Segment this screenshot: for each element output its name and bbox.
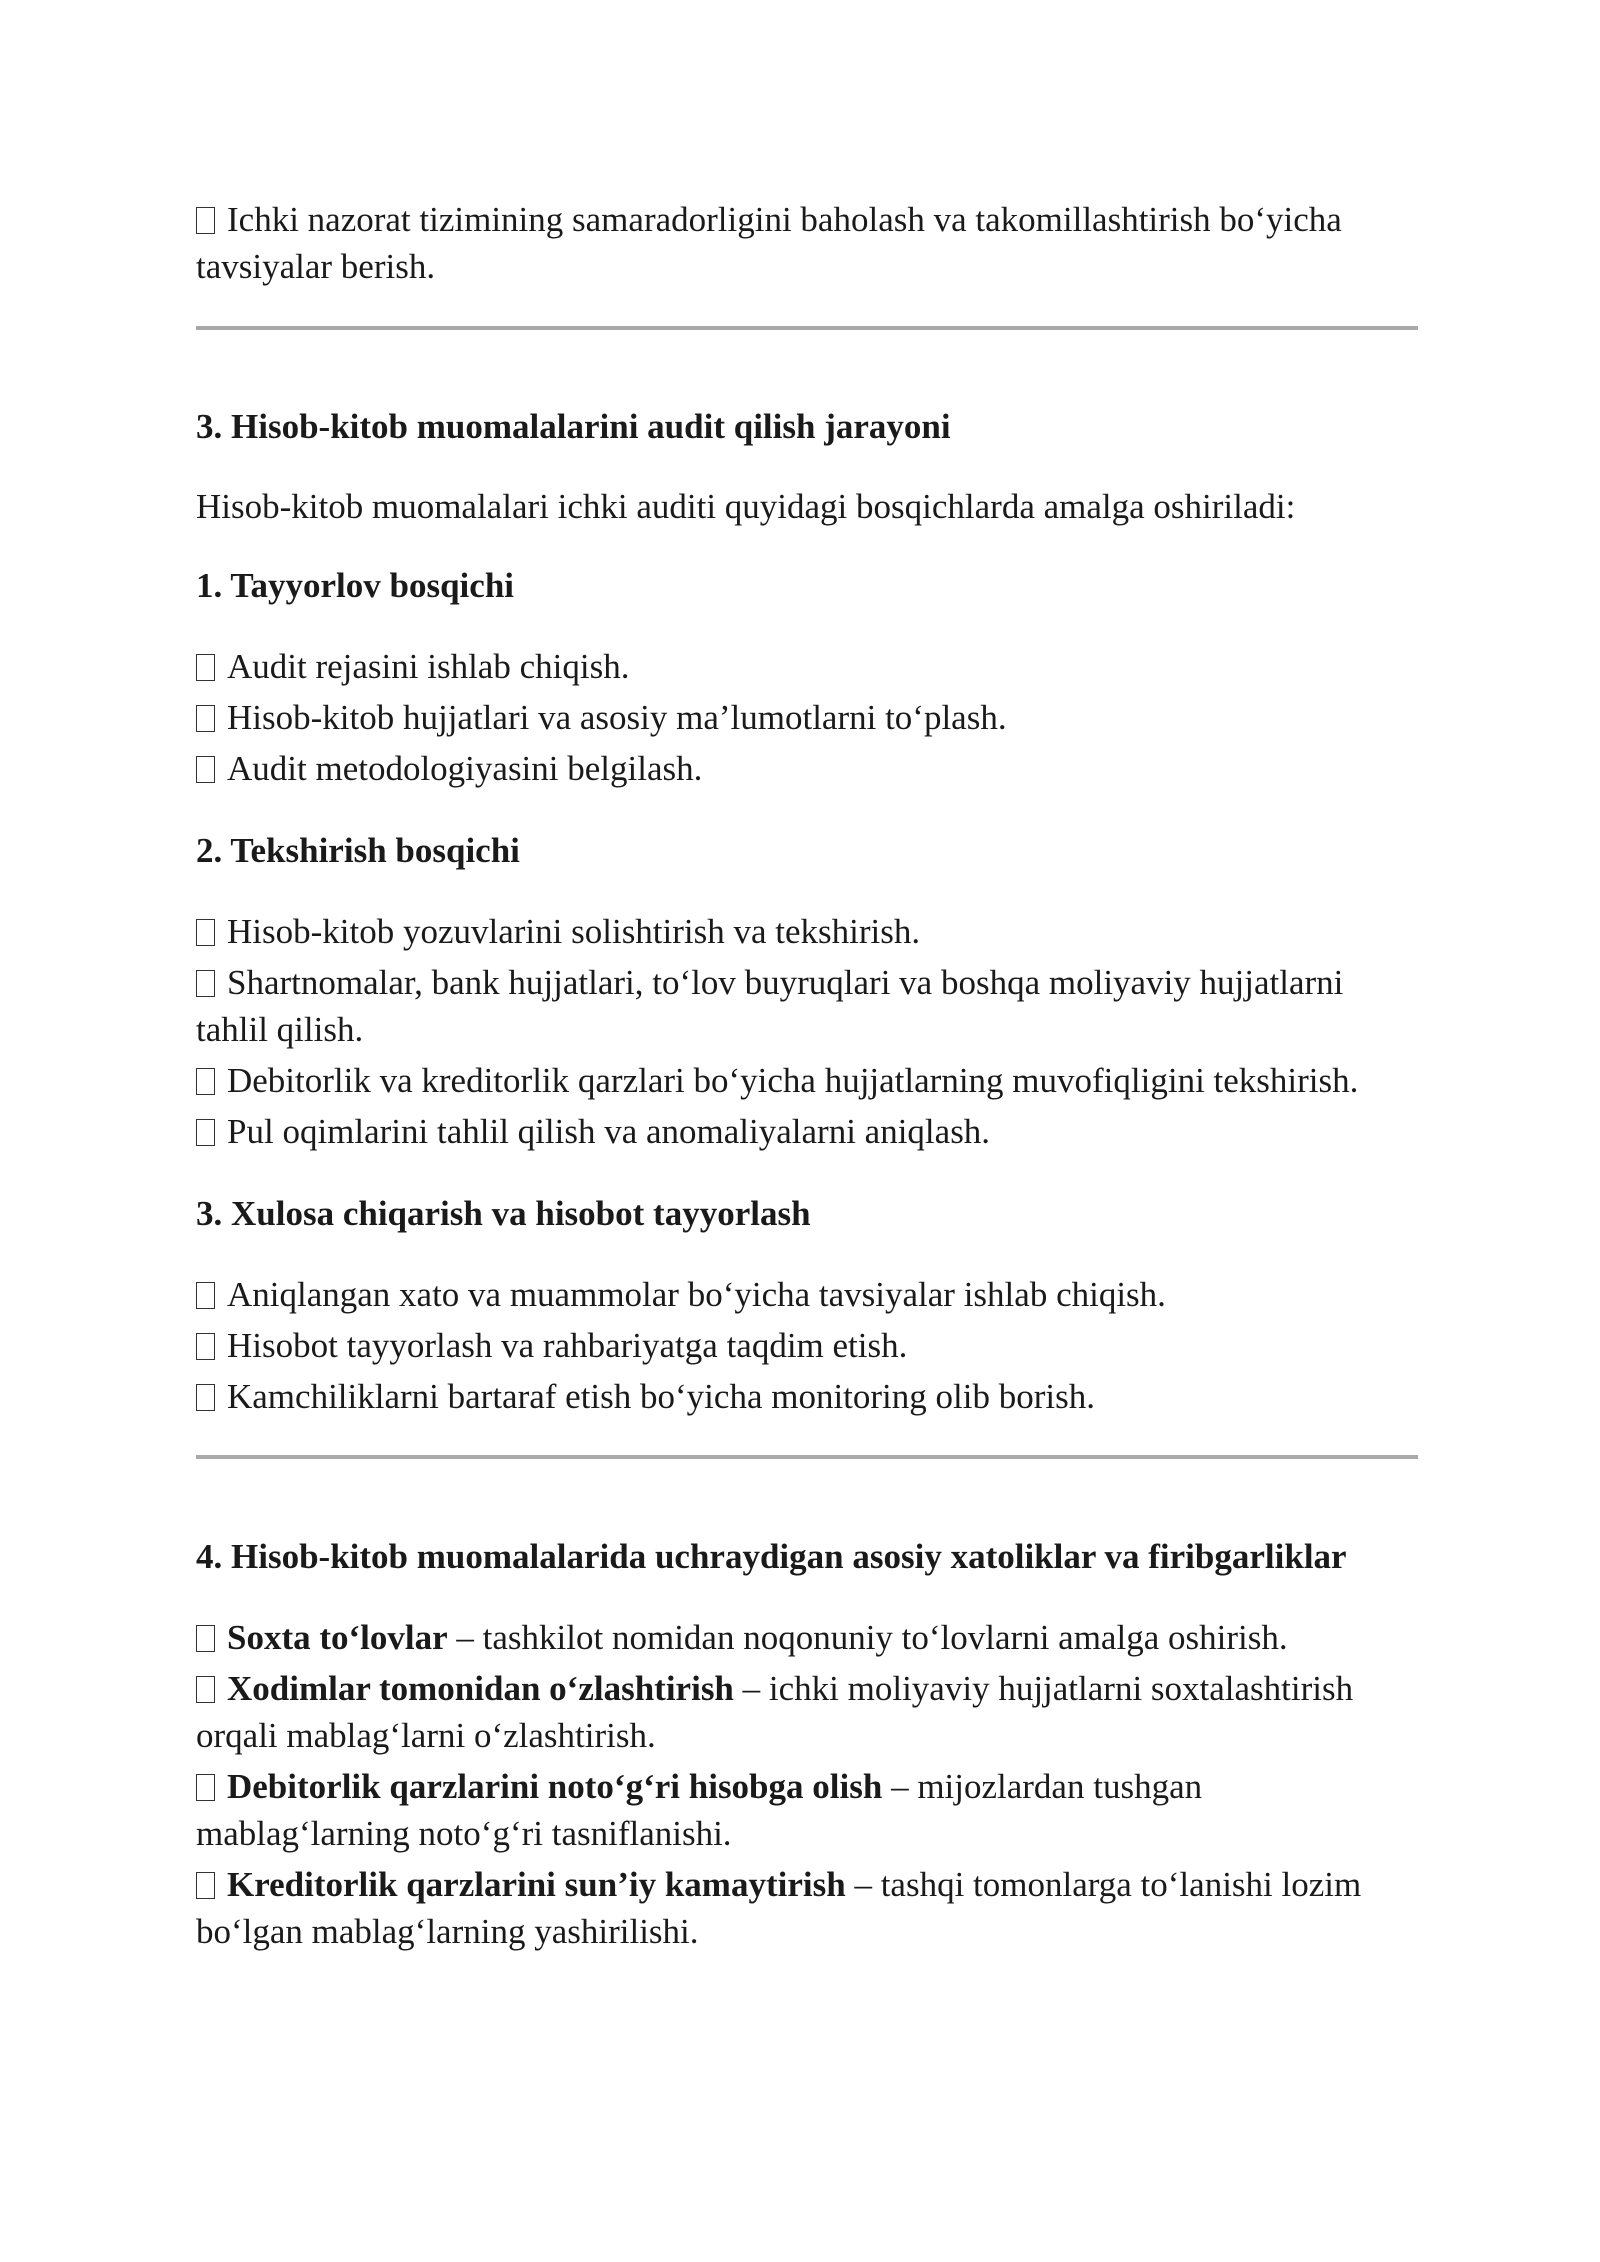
box-bullet-icon xyxy=(196,1333,215,1360)
list-item-description: – tashqi tomonlarga to‘lanishi lozim bo‘lgan mablag‘larning yashirilishi. xyxy=(196,1865,1362,1951)
box-bullet-icon xyxy=(196,1676,215,1703)
stage-2-list xyxy=(196,908,1418,1155)
list-item-term: Soxta to‘lovlar xyxy=(227,1618,448,1657)
list-item xyxy=(196,1861,1418,1955)
box-bullet-icon xyxy=(196,1119,215,1146)
stage-1-list xyxy=(196,643,1418,792)
horizontal-divider xyxy=(196,326,1418,330)
list-item-text: Hisob-kitob hujjatlari va asosiy ma’lumotlarni to‘plash. xyxy=(227,698,1007,737)
box-bullet-icon xyxy=(196,705,215,732)
stage-3-list xyxy=(196,1271,1418,1420)
box-bullet-icon xyxy=(196,207,215,234)
list-item-text: Shartnomalar, bank hujjatlari, to‘lov buyruqlari va boshqa moliyaviy hujjatlarni tahlil qilish. xyxy=(196,963,1344,1049)
list-item xyxy=(196,745,1418,792)
box-bullet-icon xyxy=(196,654,215,681)
errors-list xyxy=(196,1614,1418,1955)
section-heading: 4. Hisob-kitob muomalalarida uchraydigan asosiy xatoliklar va firibgarliklar xyxy=(196,1537,1347,1576)
section-intro-paragraph: Hisob-kitob muomalalari ichki auditi quyidagi bosqichlarda amalga oshiriladi: xyxy=(196,487,1296,526)
box-bullet-icon xyxy=(196,1384,215,1411)
list-item xyxy=(196,1322,1418,1369)
list-item-term: Kreditorlik qarzlarini sun’iy kamaytirish xyxy=(227,1865,846,1904)
document-page xyxy=(196,196,1418,1955)
section-heading: 3. Hisob-kitob muomalalarini audit qilish jarayoni xyxy=(196,407,951,446)
list-item-description: – tashkilot nomidan noqonuniy to‘lovlarni amalga oshirish. xyxy=(447,1618,1288,1657)
list-item-term: Debitorlik qarzlarini noto‘g‘ri hisobga olish xyxy=(227,1767,883,1806)
list-item xyxy=(196,1763,1418,1857)
list-item xyxy=(196,1057,1418,1104)
stage-heading: 3. Xulosa chiqarish va hisobot tayyorlash xyxy=(196,1194,811,1233)
box-bullet-icon xyxy=(196,970,215,997)
box-bullet-icon xyxy=(196,1872,215,1899)
list-item-text: Debitorlik va kreditorlik qarzlari bo‘yicha hujjatlarning muvofiqligini tekshirish. xyxy=(227,1061,1359,1100)
list-item xyxy=(196,694,1418,741)
stage-heading: 1. Tayyorlov bosqichi xyxy=(196,566,515,605)
list-item-text: Hisobot tayyorlash va rahbariyatga taqdim etish. xyxy=(227,1326,908,1365)
list-item-text: Audit metodologiyasini belgilash. xyxy=(227,749,703,788)
list-item xyxy=(196,959,1418,1053)
list-item xyxy=(196,908,1418,955)
list-item-text: Pul oqimlarini tahlil qilish va anomaliyalarni aniqlash. xyxy=(227,1112,991,1151)
list-item-text: Hisob-kitob yozuvlarini solishtirish va tekshirish. xyxy=(227,912,921,951)
list-item xyxy=(196,1665,1418,1759)
box-bullet-icon xyxy=(196,756,215,783)
list-item xyxy=(196,1271,1418,1318)
stage-heading: 2. Tekshirish bosqichi xyxy=(196,831,520,870)
box-bullet-icon xyxy=(196,1625,215,1652)
list-item xyxy=(196,1108,1418,1155)
box-bullet-icon xyxy=(196,919,215,946)
list-item-text: Ichki nazorat tizimining samaradorligini baholash va takomillashtirish bo‘yicha tavsiyalar berish. xyxy=(196,200,1342,286)
list-item xyxy=(196,196,1418,290)
list-item-term: Xodimlar tomonidan o‘zlashtirish xyxy=(227,1669,734,1708)
list-item xyxy=(196,1373,1418,1420)
box-bullet-icon xyxy=(196,1068,215,1095)
list-item-text: Kamchiliklarni bartaraf etish bo‘yicha monitoring olib borish. xyxy=(227,1377,1095,1416)
list-item-text: Aniqlangan xato va muammolar bo‘yicha tavsiyalar ishlab chiqish. xyxy=(227,1275,1166,1314)
list-item xyxy=(196,643,1418,690)
box-bullet-icon xyxy=(196,1282,215,1309)
horizontal-divider xyxy=(196,1455,1418,1459)
list-item-text: Audit rejasini ishlab chiqish. xyxy=(227,647,630,686)
box-bullet-icon xyxy=(196,1774,215,1801)
list-item xyxy=(196,1614,1418,1661)
list-item-description: – ichki moliyaviy hujjatlarni soxtalashtirish orqali mablag‘larni o‘zlashtirish. xyxy=(196,1669,1354,1755)
list-item-description: – mijozlardan tushgan mablag‘larning noto‘g‘ri tasniflanishi. xyxy=(196,1767,1203,1853)
